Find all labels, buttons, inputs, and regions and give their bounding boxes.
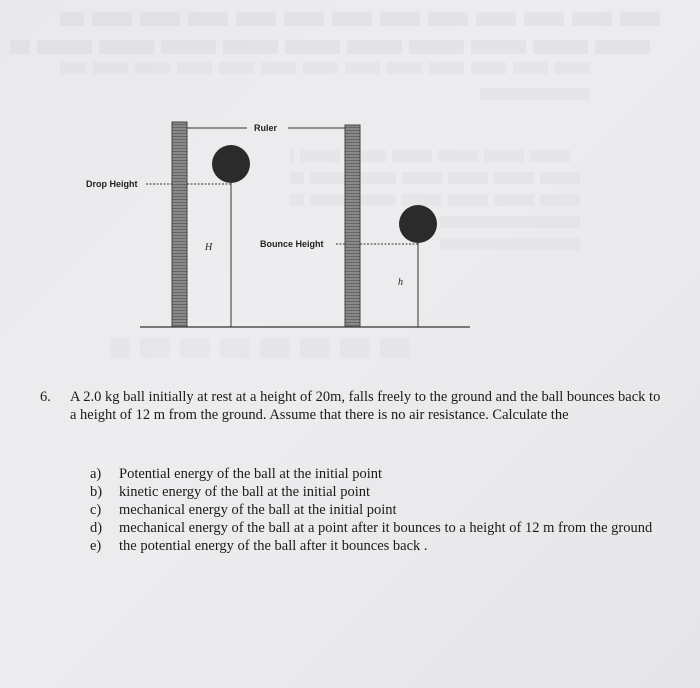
question-parts [90, 465, 690, 555]
question-number: 6. [40, 389, 51, 405]
drop-height-label: Drop Height [86, 179, 138, 189]
ruler-label: Ruler [254, 123, 278, 133]
part-label: b) [90, 484, 103, 500]
question-part [90, 465, 690, 483]
left-ruler [172, 122, 187, 327]
question-text: A 2.0 kg ball initially at rest at a height of 20m, falls freely to the ground and the ball bounces back to a height of 12 m from the ground. Assume that there is no air resistance. Calculate the [70, 389, 661, 423]
part-label: e) [90, 538, 102, 554]
question-part [90, 501, 690, 519]
part-label: a) [90, 466, 102, 482]
part-text: Potential energy of the ball at the initial point [119, 466, 383, 482]
bounce-ball [399, 205, 437, 243]
question-part [90, 537, 690, 555]
part-label: c) [90, 502, 102, 518]
part-text: the potential energy of the ball after it bounces back . [119, 538, 428, 554]
part-text: mechanical energy of the ball at a point after it bounces to a height of 12 m from the ground [119, 520, 653, 536]
right-ruler [345, 125, 360, 327]
drop-ball [212, 145, 250, 183]
H-label: H [205, 242, 213, 253]
bounce-height-label: Bounce Height [260, 239, 324, 249]
part-label: d) [90, 520, 103, 536]
question-part [90, 483, 690, 501]
part-text: mechanical energy of the ball at the initial point [119, 502, 397, 518]
h-label: h [398, 277, 403, 288]
part-text: kinetic energy of the ball at the initial point [119, 484, 370, 500]
question-part [90, 519, 690, 537]
